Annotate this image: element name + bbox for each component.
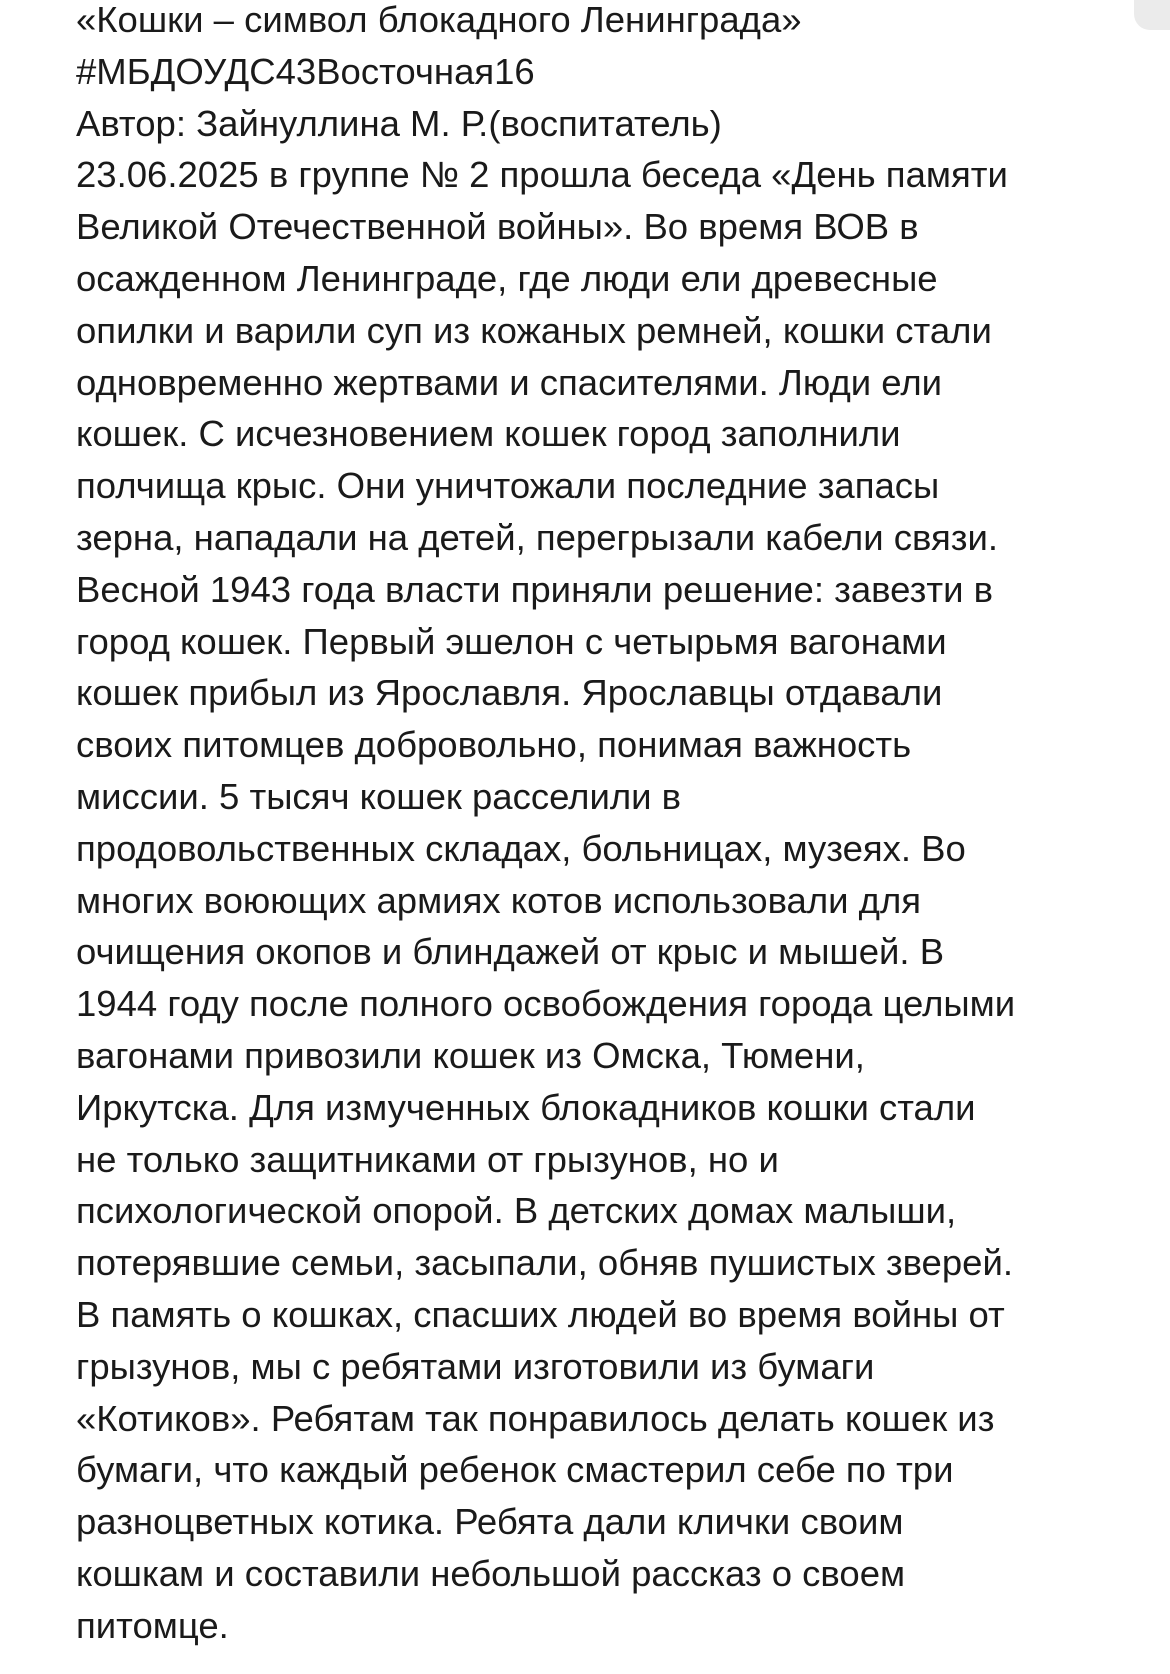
text-line: «Котиков». Ребятам так понравилось делать кошек из xyxy=(76,1397,995,1439)
hashtag: #МБДОУДС43Восточная16 xyxy=(76,50,535,92)
text-line: бумаги, что каждый ребенок смастерил себе по три xyxy=(76,1449,954,1491)
text-line: грызунов, мы с ребятами изготовили из бумаги xyxy=(76,1345,875,1387)
text-line: 23.06.2025 в группе № 2 прошла беседа «День памяти xyxy=(76,154,1008,196)
text-line: Великой Отечественной войны». Во время ВОВ в xyxy=(76,206,919,248)
text-line: питомце. xyxy=(76,1604,229,1646)
text-line: своих питомцев добровольно, понимая важность xyxy=(76,724,912,766)
text-line: полчища крыс. Они уничтожали последние запасы xyxy=(76,465,940,507)
text-line: Иркутска. Для измученных блокадников кошки стали xyxy=(76,1086,976,1128)
text-line: кошек прибыл из Ярославля. Ярославцы отдавали xyxy=(76,672,943,714)
text-line: В память о кошках, спасших людей во время войны от xyxy=(76,1293,1005,1335)
text-line: осажденном Ленинграде, где люди ели древесные xyxy=(76,257,938,299)
text-line: потерявшие семьи, засыпали, обняв пушистых зверей. xyxy=(76,1242,1013,1284)
text-line: продовольственных складах, больницах, музеях. Во xyxy=(76,827,966,869)
article-text xyxy=(76,0,1151,1652)
text-line: опилки и варили суп из кожаных ремней, кошки стали xyxy=(76,309,992,351)
author-line: Автор: Зайнуллина М. Р.(воспитатель) xyxy=(76,102,722,144)
text-line: одновременно жертвами и спасителями. Люди ели xyxy=(76,361,943,403)
text-line: многих воюющих армиях котов использовали для xyxy=(76,879,922,921)
text-line: не только защитниками от грызунов, но и xyxy=(76,1138,779,1180)
text-line: миссии. 5 тысяч кошек расселили в xyxy=(76,775,682,817)
text-line: город кошек. Первый эшелон с четырьмя вагонами xyxy=(76,620,947,662)
text-line: кошек. С исчезновением кошек город заполнили xyxy=(76,413,901,455)
text-line: разноцветных котика. Ребята дали клички своим xyxy=(76,1501,904,1543)
text-line: вагонами привозили кошек из Омска, Тюмени, xyxy=(76,1034,865,1076)
text-line: 1944 году после полного освобождения города целыми xyxy=(76,983,1016,1025)
article-title: «Кошки – символ блокадного Ленинграда» xyxy=(76,0,802,40)
text-line: кошкам и составили небольшой рассказ о своем xyxy=(76,1552,906,1594)
text-line: очищения окопов и блиндажей от крыс и мышей. В xyxy=(76,931,945,973)
text-line: зерна, нападали на детей, перегрызали кабели связи. xyxy=(76,516,998,558)
text-line: Весной 1943 года власти приняли решение: завезти в xyxy=(76,568,994,610)
text-line: психологической опорой. В детских домах малыши, xyxy=(76,1190,957,1232)
